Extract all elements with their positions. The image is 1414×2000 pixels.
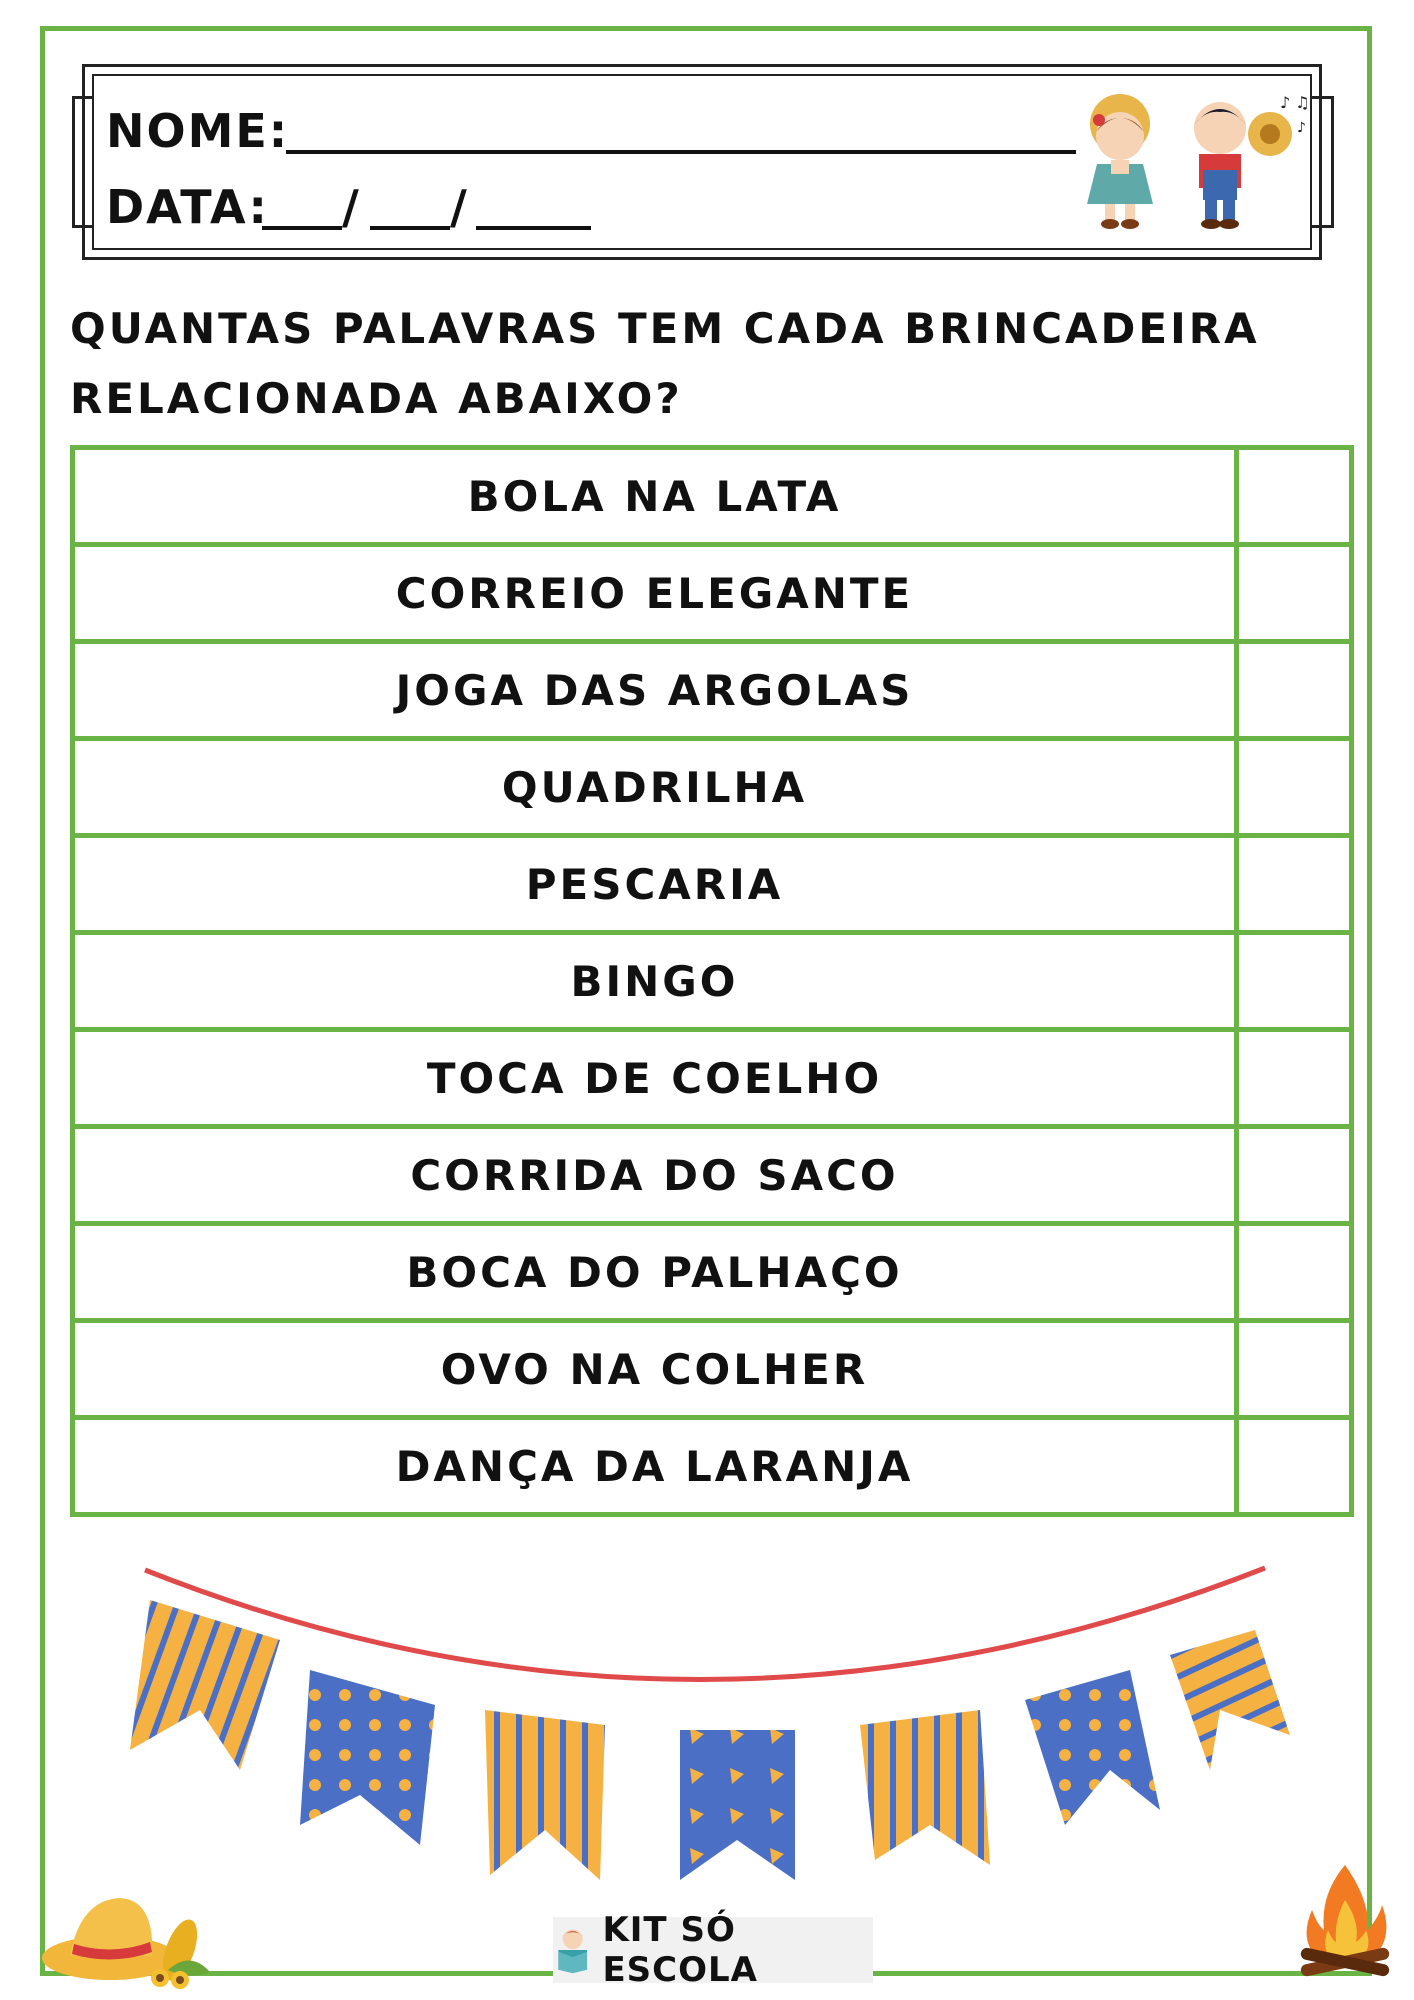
- brand-logo: [553, 1910, 873, 1990]
- table-row: [73, 739, 1352, 836]
- straw-hat-icon: [40, 1880, 220, 1990]
- table-row: [73, 1321, 1352, 1418]
- question-text: [70, 294, 1350, 434]
- answer-cell[interactable]: [1237, 1030, 1352, 1127]
- table-row: [73, 642, 1352, 739]
- reading-kid-icon: [553, 1924, 592, 1976]
- table-row: [73, 1127, 1352, 1224]
- answer-cell[interactable]: [1237, 933, 1352, 1030]
- table-row: [73, 1030, 1352, 1127]
- date-day-line[interactable]: [262, 226, 342, 230]
- game-name: BOCA DO PALHAÇO: [73, 1224, 1237, 1321]
- game-name: QUADRILHA: [73, 739, 1237, 836]
- svg-text:♪ ♫: ♪ ♫: [1280, 93, 1310, 112]
- game-name: PESCARIA: [73, 836, 1237, 933]
- table-row: [73, 933, 1352, 1030]
- brand-name: KIT SÓ ESCOLA: [602, 1910, 758, 1990]
- answer-cell[interactable]: [1237, 1224, 1352, 1321]
- game-name: TOCA DE COELHO: [73, 1030, 1237, 1127]
- table-row: [73, 545, 1352, 642]
- name-input-line[interactable]: [286, 150, 1076, 154]
- game-name: BOLA NA LATA: [73, 448, 1237, 545]
- name-label: NOME:: [106, 104, 290, 158]
- date-year-line[interactable]: [476, 226, 591, 230]
- answer-cell[interactable]: [1237, 1127, 1352, 1224]
- question-line-1: QUANTAS PALAVRAS TEM CADA BRINCADEIRA: [70, 304, 1260, 353]
- table-row: [73, 448, 1352, 545]
- date-label: DATA:: [106, 180, 269, 234]
- table-row: [73, 1224, 1352, 1321]
- answer-cell[interactable]: [1237, 836, 1352, 933]
- answer-cell[interactable]: [1237, 642, 1352, 739]
- bunting-flags-icon: [120, 1560, 1300, 1890]
- answer-cell[interactable]: [1237, 545, 1352, 642]
- svg-text:♪: ♪: [1297, 120, 1306, 136]
- bonfire-icon: [1290, 1860, 1400, 1980]
- answer-cell[interactable]: [1237, 448, 1352, 545]
- kids-dancing-icon: [1075, 92, 1315, 232]
- date-month-line[interactable]: [370, 226, 450, 230]
- question-line-2: RELACIONADA ABAIXO?: [70, 374, 683, 423]
- games-table: [70, 445, 1354, 1517]
- date-slash-1: /: [342, 180, 361, 234]
- game-name: BINGO: [73, 933, 1237, 1030]
- answer-cell[interactable]: [1237, 1321, 1352, 1418]
- date-slash-2: /: [450, 180, 469, 234]
- game-name: JOGA DAS ARGOLAS: [73, 642, 1237, 739]
- answer-cell[interactable]: [1237, 1418, 1352, 1515]
- game-name: DANÇA DA LARANJA: [73, 1418, 1237, 1515]
- game-name: OVO NA COLHER: [73, 1321, 1237, 1418]
- answer-cell[interactable]: [1237, 739, 1352, 836]
- game-name: CORREIO ELEGANTE: [73, 545, 1237, 642]
- game-name: CORRIDA DO SACO: [73, 1127, 1237, 1224]
- table-row: [73, 836, 1352, 933]
- table-row: [73, 1418, 1352, 1515]
